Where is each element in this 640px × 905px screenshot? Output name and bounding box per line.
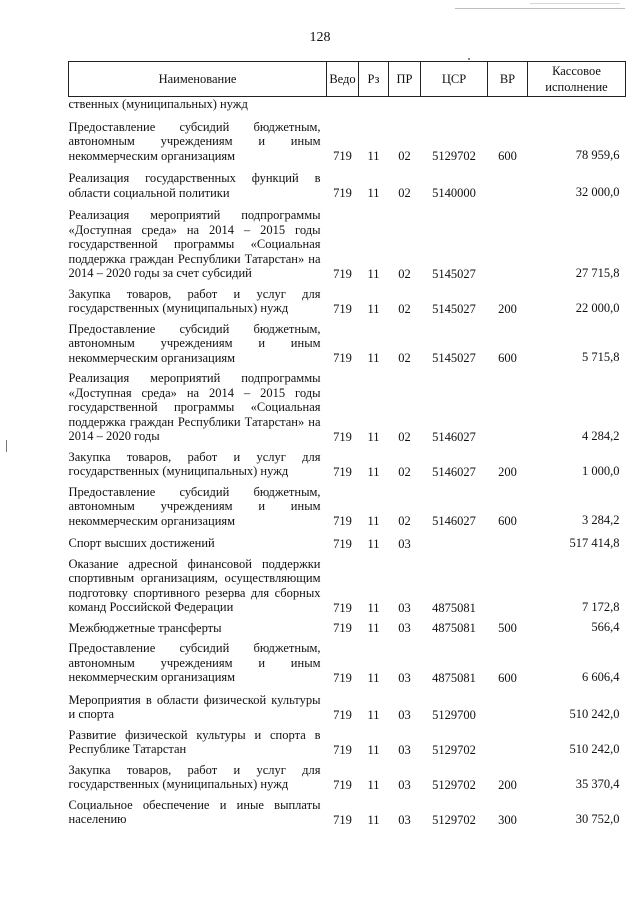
row-vr: [488, 163, 528, 200]
row-csr: 5146027: [432, 464, 476, 479]
row-vr: [488, 685, 528, 722]
row-csr: 5129702: [432, 149, 476, 163]
row-vr: 600: [498, 670, 517, 685]
row-ved: 719: [333, 707, 352, 722]
row-name: Реализация мероприятий подпрограммы «Доступная среда» на 2014 – 2015 годы государственной программы «Социальная поддержка граждан Республики Татарстан» на 2014 – 2020 годы: [68, 371, 321, 443]
row-ved: [327, 97, 359, 112]
row-vr: [488, 528, 528, 551]
row-ved: 719: [333, 600, 352, 615]
row-ved: 719: [333, 464, 352, 479]
row-rz: [359, 97, 389, 112]
row-csr: 5140000: [432, 186, 476, 200]
header-csr: ЦСР: [421, 62, 488, 97]
row-amount: 27 715,8: [575, 265, 620, 280]
row-ved: 719: [333, 742, 352, 757]
row-vr: 200: [498, 464, 517, 479]
row-vr: 600: [498, 514, 517, 528]
row-rz: 11: [367, 670, 380, 685]
row-ved: 719: [333, 777, 352, 792]
row-csr: 5145027: [432, 351, 476, 365]
row-amount: 4 284,2: [582, 428, 620, 443]
row-vr: [488, 551, 528, 615]
scan-mark: [468, 58, 470, 60]
row-pr: 02: [398, 266, 411, 281]
row-name: Предоставление субсидий бюджетным, автономным учреждениям и иным некоммерческим организациям: [68, 119, 321, 163]
scan-mark: [530, 3, 620, 4]
row-rz: 11: [367, 777, 380, 792]
table-row: [69, 444, 626, 479]
row-rz: 11: [367, 621, 380, 635]
table-row: [69, 528, 626, 551]
row-pr: 03: [398, 812, 411, 827]
row-vr: 600: [498, 149, 517, 163]
row-name: Реализация мероприятий подпрограммы «Доступная среда» на 2014 – 2015 годы государственной программы «Социальная поддержка граждан Республики Татарстан» на 2014 – 2020 годы за счет субсидий: [68, 208, 321, 280]
row-amount: 32 000,0: [575, 185, 620, 199]
row-rz: 11: [367, 301, 380, 316]
row-amount: 1 000,0: [582, 463, 620, 478]
row-vr: [488, 200, 528, 281]
row-name: Мероприятия в области физической культуры и спорта: [68, 692, 321, 721]
row-name: Спорт высших достижений: [68, 536, 215, 550]
row-vr: [488, 97, 528, 112]
row-csr: 4875081: [432, 621, 476, 635]
row-pr: 02: [398, 351, 411, 365]
row-ved: 719: [333, 670, 352, 685]
row-pr: 02: [398, 149, 411, 163]
row-name: Оказание адресной финансовой поддержки спортивным организациям, осуществляющим подготовку спортивного резерва для сборных команд Российской Федерации: [68, 556, 321, 614]
row-csr: 5129702: [432, 742, 476, 757]
row-name: Предоставление субсидий бюджетным, автономным учреждениям и иным некоммерческим организациям: [68, 321, 321, 365]
row-pr: 03: [398, 536, 411, 551]
row-ved: 719: [333, 812, 352, 827]
row-vr: [488, 722, 528, 757]
table-row: [69, 635, 626, 685]
row-csr: [421, 528, 488, 551]
row-vr: [488, 365, 528, 444]
header-amount: Кассовое исполнение: [528, 62, 626, 97]
row-amount: 7 172,8: [582, 599, 620, 614]
row-name: Межбюджетные трансферты: [68, 620, 222, 635]
row-name: Предоставление субсидий бюджетным, автономным учреждениям и иным некоммерческим организациям: [68, 484, 321, 528]
row-rz: 11: [367, 742, 380, 757]
row-name: Закупка товаров, работ и услуг для государственных (муниципальных) нужд: [68, 449, 321, 478]
row-amount: 510 242,0: [569, 741, 620, 756]
table-header-row: [69, 62, 626, 97]
row-vr: 300: [498, 812, 517, 827]
row-amount: 510 242,0: [569, 706, 620, 721]
row-ved: 719: [333, 621, 352, 635]
row-csr: 4875081: [432, 670, 476, 685]
row-name: Закупка товаров, работ и услуг для государственных (муниципальных) нужд: [68, 286, 321, 315]
row-amount: 35 370,4: [575, 776, 620, 791]
row-csr: 5129702: [432, 812, 476, 827]
row-rz: 11: [367, 464, 380, 479]
table-row: [69, 281, 626, 316]
row-pr: 02: [398, 301, 411, 316]
row-name: ственных (муниципальных) нужд: [68, 97, 248, 111]
row-name: Развитие физической культуры и спорта в Республике Татарстан: [68, 727, 321, 756]
row-pr: 03: [398, 670, 411, 685]
row-vr: 600: [498, 351, 517, 365]
row-rz: 11: [367, 266, 380, 281]
row-name: Социальное обеспечение и иные выплаты населению: [68, 797, 321, 826]
table-row: [69, 316, 626, 366]
row-pr: 03: [398, 621, 411, 635]
table-row: [69, 615, 626, 636]
row-pr: 02: [398, 464, 411, 479]
page-number: 128: [309, 30, 331, 45]
row-vr: 500: [498, 621, 517, 635]
row-csr: 5146027: [432, 429, 476, 444]
row-pr: 02: [398, 429, 411, 444]
table-row: [69, 757, 626, 792]
scan-mark: [6, 440, 7, 452]
table-row: [69, 722, 626, 757]
table-row: [69, 792, 626, 827]
row-ved: 719: [333, 301, 352, 316]
row-ved: 719: [333, 186, 352, 200]
row-amount: 30 752,0: [575, 811, 620, 826]
row-rz: 11: [367, 600, 380, 615]
table-row: [69, 97, 626, 112]
row-rz: 11: [367, 149, 380, 163]
row-csr: 5129700: [432, 707, 476, 722]
row-pr: 03: [398, 777, 411, 792]
table-row: [69, 685, 626, 722]
table-row: [69, 112, 626, 164]
row-amount: [528, 97, 626, 112]
header-vr: ВР: [488, 62, 528, 97]
row-vr: 200: [498, 777, 517, 792]
row-ved: 719: [333, 351, 352, 365]
row-rz: 11: [367, 536, 380, 551]
row-ved: 719: [333, 149, 352, 163]
row-rz: 11: [367, 186, 380, 200]
row-csr: [421, 97, 488, 112]
table-row: [69, 551, 626, 615]
table-row: [69, 365, 626, 444]
row-ved: 719: [333, 536, 352, 551]
table-row: [69, 200, 626, 281]
scan-mark: [455, 8, 625, 9]
header-name: Наименование: [69, 62, 327, 97]
row-name: Закупка товаров, работ и услуг для государственных (муниципальных) нужд: [68, 762, 321, 791]
row-amount: 6 606,4: [582, 669, 620, 684]
row-name: Реализация государственных функций в области социальной политики: [68, 171, 321, 200]
header-ved: Ведо: [327, 62, 359, 97]
row-amount: 517 414,8: [569, 535, 620, 550]
table-row: [69, 163, 626, 200]
row-name: Предоставление субсидий бюджетным, автономным учреждениям и иным некоммерческим организациям: [68, 641, 321, 684]
row-csr: 5145027: [432, 301, 476, 316]
row-ved: 719: [333, 266, 352, 281]
row-pr: 02: [398, 186, 411, 200]
row-pr: 02: [398, 514, 411, 528]
row-amount: 566,4: [591, 620, 620, 634]
row-rz: 11: [367, 429, 380, 444]
row-pr: 03: [398, 707, 411, 722]
row-csr: 5129702: [432, 777, 476, 792]
row-pr: 03: [398, 742, 411, 757]
row-amount: 5 715,8: [582, 350, 620, 364]
row-ved: 719: [333, 514, 352, 528]
table-row: [69, 479, 626, 529]
row-rz: 11: [367, 812, 380, 827]
budget-table: [68, 61, 626, 827]
row-pr: 03: [398, 600, 411, 615]
row-amount: 22 000,0: [575, 300, 620, 315]
row-pr: [389, 97, 421, 112]
row-amount: 78 959,6: [575, 148, 620, 162]
row-csr: 5145027: [432, 266, 476, 281]
row-csr: 4875081: [432, 600, 476, 615]
row-csr: 5146027: [432, 514, 476, 528]
header-pr: ПР: [389, 62, 421, 97]
header-rz: Рз: [359, 62, 389, 97]
row-rz: 11: [367, 514, 380, 528]
row-ved: 719: [333, 429, 352, 444]
row-vr: 200: [498, 301, 517, 316]
row-amount: 3 284,2: [582, 513, 620, 527]
row-rz: 11: [367, 707, 380, 722]
row-rz: 11: [367, 351, 380, 365]
